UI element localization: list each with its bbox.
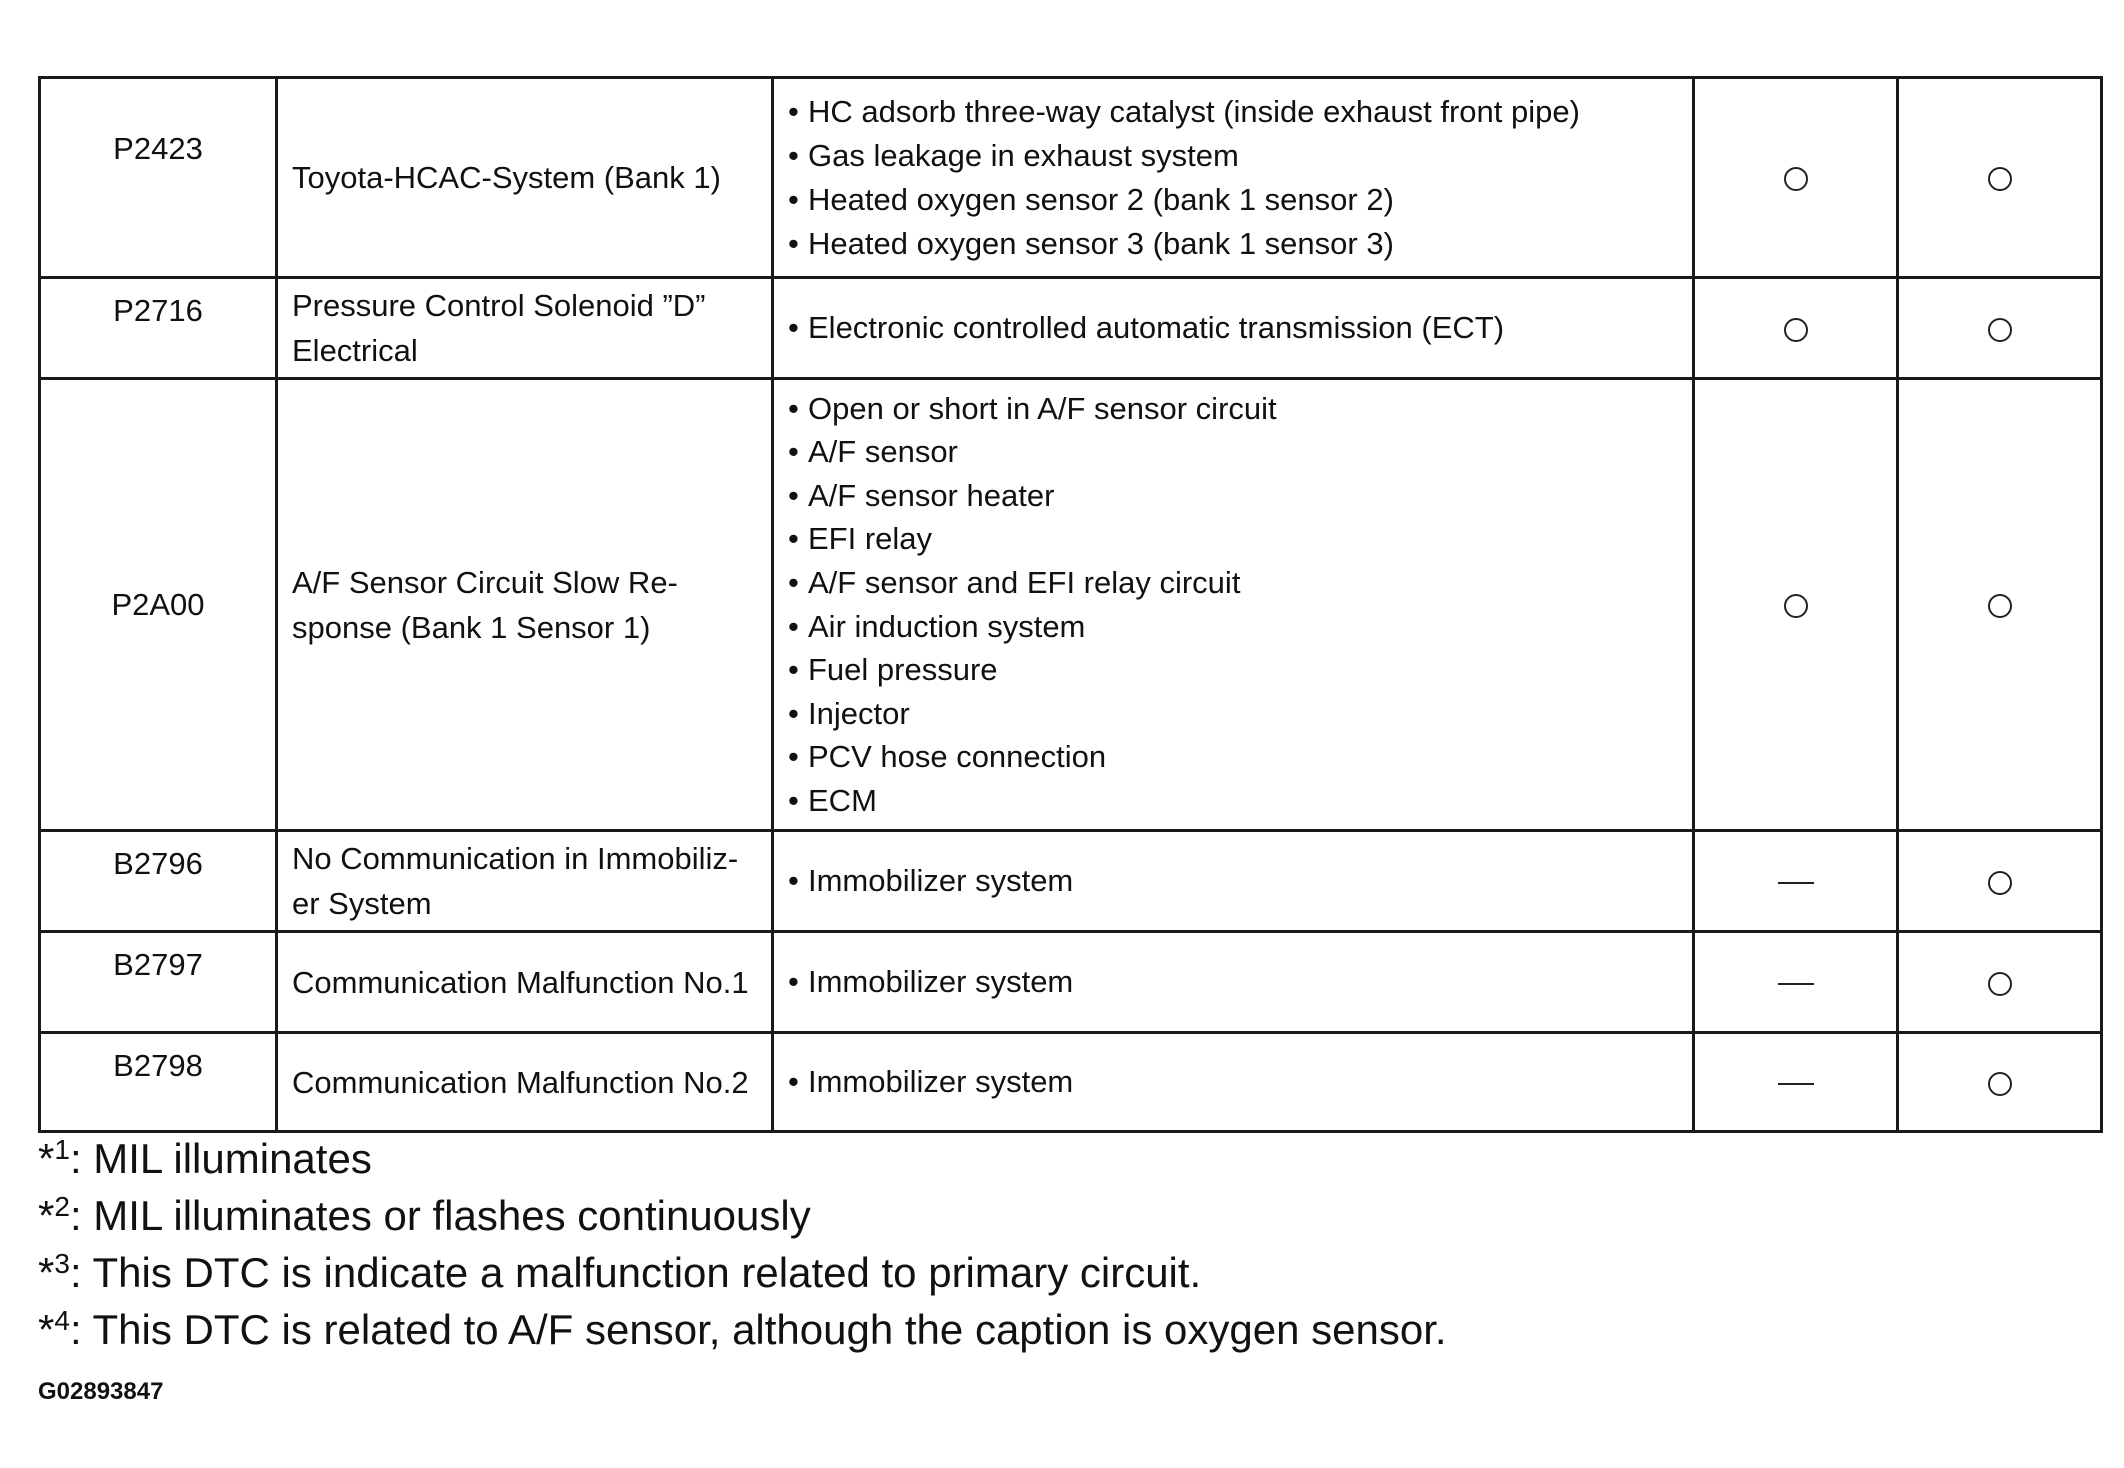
- detection-item-text: Toyota-HCAC-System (Bank 1): [292, 160, 721, 195]
- trouble-area: [773, 1033, 1694, 1132]
- dash-icon: [1778, 1083, 1814, 1085]
- dtc-code-text: P2A00: [111, 586, 205, 622]
- footnote: [38, 1244, 2038, 1301]
- trouble-area-item: • Air induction system: [788, 605, 1678, 649]
- footnotes: [38, 1130, 2038, 1358]
- footnote-mark: *: [38, 1192, 55, 1239]
- dtc-code-text: P2423: [113, 131, 203, 166]
- dtc-code: [40, 78, 277, 278]
- circle-icon: [1988, 318, 2012, 342]
- circle-icon: [1988, 594, 2012, 618]
- detection-item-line: Electrical: [292, 333, 418, 368]
- dtc-code-text: B2798: [113, 1048, 203, 1083]
- memory-cell: [1898, 1033, 2102, 1132]
- memory-cell: [1898, 379, 2102, 831]
- memory-cell: [1898, 932, 2102, 1033]
- detection-item: [277, 831, 773, 932]
- circle-icon: [1784, 318, 1808, 342]
- detection-item: [277, 1033, 773, 1132]
- dtc-code: [40, 379, 277, 831]
- footnote-number: 1: [54, 1134, 70, 1165]
- dtc-code-text: B2797: [113, 947, 203, 982]
- figure-id: G02893847: [38, 1378, 164, 1405]
- trouble-area-item: • EFI relay: [788, 517, 1678, 561]
- trouble-area-list: [788, 90, 1678, 266]
- footnote-text: : This DTC is related to A/F sensor, although the caption is oxygen sensor.: [69, 1306, 1447, 1353]
- footnote-mark: *: [38, 1306, 55, 1353]
- dtc-code: [40, 932, 277, 1033]
- detection-item-line: No Communication in Immobiliz-: [292, 841, 739, 876]
- trouble-area-item: • Gas leakage in exhaust system: [788, 134, 1678, 178]
- detection-item-line: Pressure Control Solenoid ”D”: [292, 288, 706, 323]
- footnote: [38, 1187, 2038, 1244]
- footnote-number: 3: [54, 1248, 70, 1279]
- footnote-number: 4: [54, 1305, 70, 1336]
- detection-item: [277, 932, 773, 1033]
- circle-icon: [1988, 871, 2012, 895]
- footnote-number: 2: [54, 1191, 70, 1222]
- detection-item-text: Communication Malfunction No.1: [292, 964, 749, 1000]
- trouble-area-item: • Open or short in A/F sensor circuit: [788, 387, 1678, 431]
- footnote: [38, 1301, 2038, 1358]
- trouble-area-list: [788, 859, 1678, 903]
- trouble-area: [773, 278, 1694, 379]
- footnote: [38, 1130, 2038, 1187]
- table-row: [40, 278, 2102, 379]
- trouble-area-item: • Immobilizer system: [788, 960, 1678, 1004]
- footnote-mark: *: [38, 1135, 55, 1182]
- detection-item: [277, 278, 773, 379]
- trouble-area-item: • A/F sensor: [788, 430, 1678, 474]
- dash-icon: [1778, 983, 1814, 985]
- table-row: [40, 78, 2102, 278]
- table-row: [40, 379, 2102, 831]
- mil-cell: [1694, 78, 1898, 278]
- footnote-text: : This DTC is indicate a malfunction related to primary circuit.: [69, 1249, 1202, 1296]
- footnote-mark: *: [38, 1249, 55, 1296]
- table-row: [40, 831, 2102, 932]
- trouble-area: [773, 831, 1694, 932]
- trouble-area-item: • Fuel pressure: [788, 648, 1678, 692]
- trouble-area-item: • HC adsorb three-way catalyst (inside exhaust front pipe): [788, 90, 1678, 134]
- mil-cell: [1694, 1033, 1898, 1132]
- detection-item-text: Communication Malfunction No.2: [292, 1064, 749, 1100]
- trouble-area-item: • A/F sensor and EFI relay circuit: [788, 561, 1678, 605]
- trouble-area-item: • Immobilizer system: [788, 859, 1678, 903]
- trouble-area-item: • PCV hose connection: [788, 735, 1678, 779]
- footnote-text: : MIL illuminates: [69, 1135, 372, 1182]
- detection-item: [277, 379, 773, 831]
- trouble-area-item: • Heated oxygen sensor 2 (bank 1 sensor 2): [788, 178, 1678, 222]
- mil-cell: [1694, 932, 1898, 1033]
- detection-item: [277, 78, 773, 278]
- detection-item-line: er System: [292, 886, 432, 921]
- table-row: [40, 1033, 2102, 1132]
- trouble-area: [773, 379, 1694, 831]
- circle-icon: [1988, 1072, 2012, 1096]
- dtc-code: [40, 831, 277, 932]
- mil-cell: [1694, 379, 1898, 831]
- trouble-area-item: • A/F sensor heater: [788, 474, 1678, 518]
- footnote-text: : MIL illuminates or flashes continuously: [69, 1192, 811, 1239]
- trouble-area-item: • Injector: [788, 692, 1678, 736]
- trouble-area-item: • Heated oxygen sensor 3 (bank 1 sensor 3): [788, 222, 1678, 266]
- trouble-area-item: • ECM: [788, 779, 1678, 823]
- trouble-area-list: [788, 960, 1678, 1004]
- trouble-area: [773, 78, 1694, 278]
- dtc-code: [40, 1033, 277, 1132]
- trouble-area-item: • Immobilizer system: [788, 1060, 1678, 1104]
- trouble-area-item: • Electronic controlled automatic transmission (ECT): [788, 306, 1678, 350]
- circle-icon: [1784, 167, 1808, 191]
- trouble-area: [773, 932, 1694, 1033]
- memory-cell: [1898, 278, 2102, 379]
- dtc-table: [38, 76, 2103, 1133]
- dtc-code-text: B2796: [113, 846, 203, 881]
- dtc-code: [40, 278, 277, 379]
- circle-icon: [1784, 594, 1808, 618]
- trouble-area-list: [788, 387, 1678, 823]
- trouble-area-list: [788, 1060, 1678, 1104]
- memory-cell: [1898, 831, 2102, 932]
- table-row: [40, 932, 2102, 1033]
- trouble-area-list: [788, 306, 1678, 350]
- dash-icon: [1778, 882, 1814, 884]
- memory-cell: [1898, 78, 2102, 278]
- mil-cell: [1694, 831, 1898, 932]
- mil-cell: [1694, 278, 1898, 379]
- circle-icon: [1988, 972, 2012, 996]
- detection-item-line: A/F Sensor Circuit Slow Re-: [292, 564, 678, 600]
- dtc-code-text: P2716: [113, 293, 203, 328]
- detection-item-line: sponse (Bank 1 Sensor 1): [292, 609, 651, 645]
- circle-icon: [1988, 167, 2012, 191]
